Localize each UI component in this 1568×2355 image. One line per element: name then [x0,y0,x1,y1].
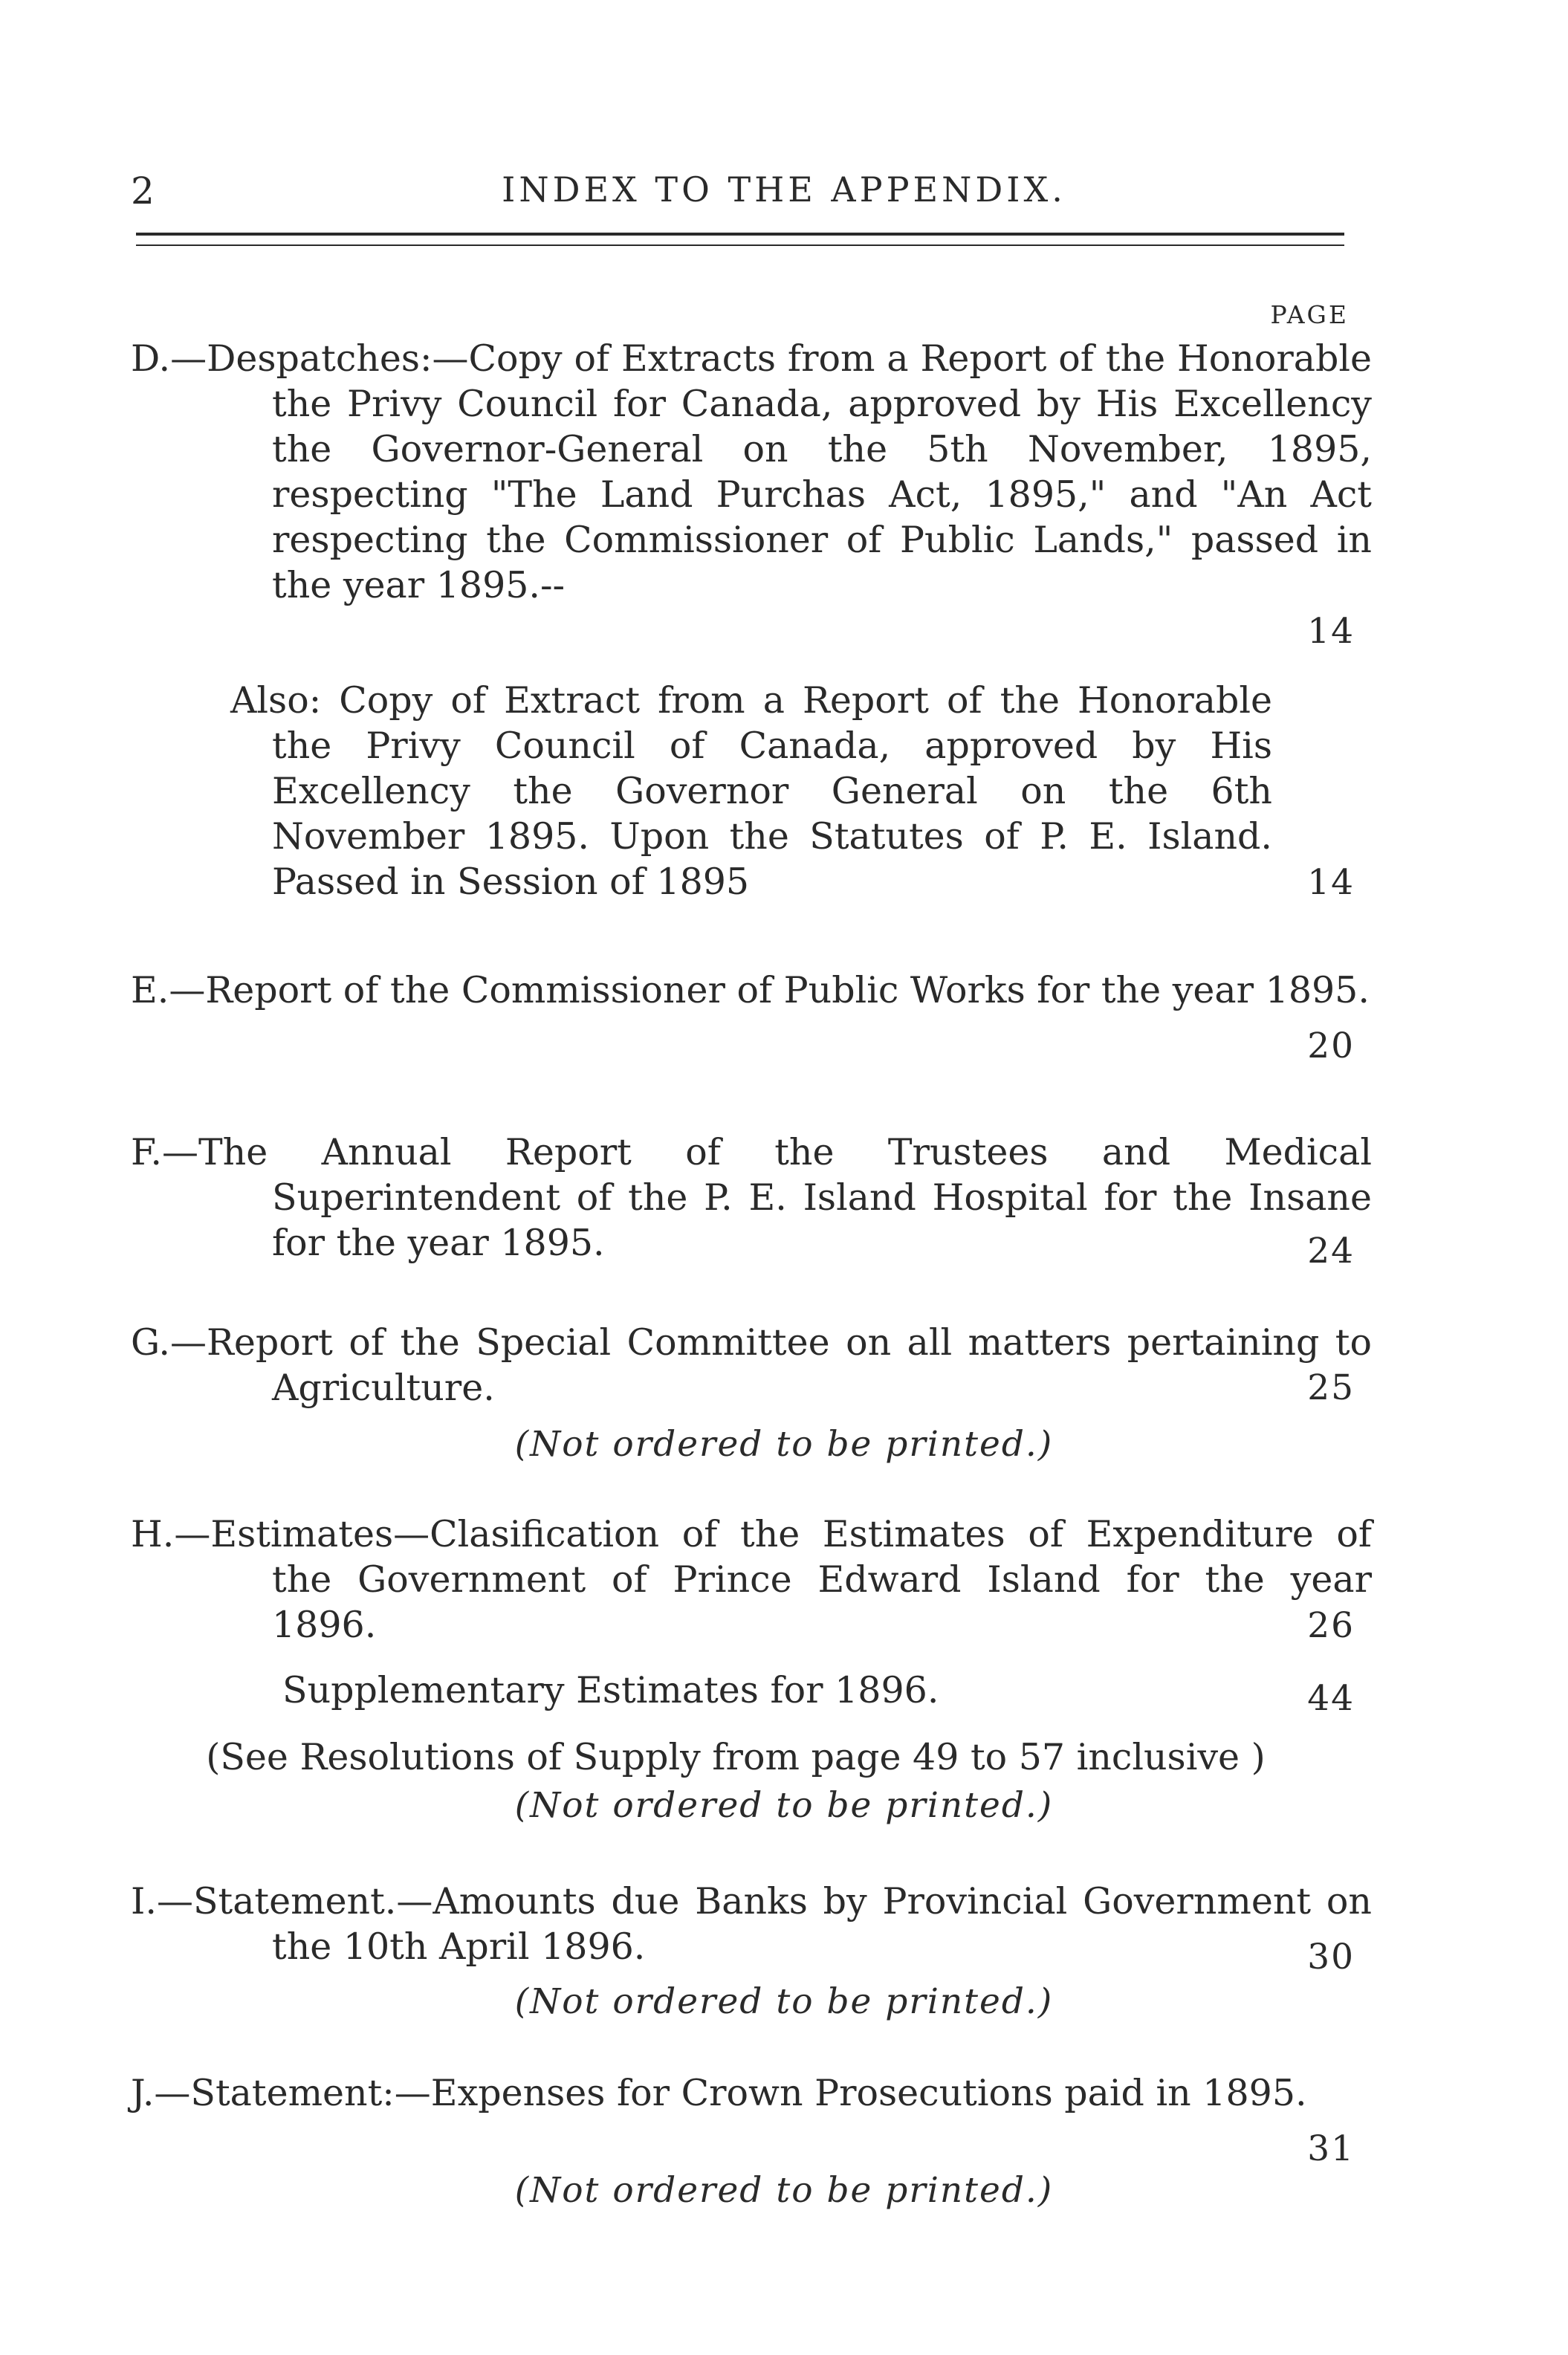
entry-page-number: 20 [1307,1026,1355,1066]
entry-letter: H. [131,1513,175,1555]
index-entry-h [131,1512,1372,1648]
entry-text: (See Resolutions of Supply from page 49 to 57 inclusive ) [206,1736,1266,1778]
entry-text: —The Annual Report of the Trustees and Medical Superintendent of the P. E. Island Hospital for the Insane for the year 1895. [161,1131,1372,1264]
entry-letter: I. [131,1880,157,1922]
not-printed-note: (Not ordered to be printed.) [514,1785,1054,1826]
not-printed-note: (Not ordered to be printed.) [514,1424,1054,1465]
entry-page-number: 14 [1307,611,1355,652]
entry-text: Also: Copy of Extract from a Report of the Honorable the Privy Council of Canada, approved by His Excellency the Governor General on the 6th November 1895. Upon the Statutes of P. E. Island. Passed in Session of 1895 [230,679,1272,903]
page-number: 2 [131,169,155,213]
entry-letter: G. [131,1321,170,1364]
entry-letter: D. [131,337,171,380]
entry-text: —Statement.—Amounts due Banks by Provincial Government on the 10th April 1896. [156,1880,1372,1968]
index-entry-e [131,968,1372,1013]
entry-text: —Report of the Special Committee on all matters pertaining to Agriculture. [169,1321,1372,1409]
entry-text: —Despatches:—Copy of Extracts from a Report of the Honorable the Privy Council for Canada, approved by His Excellency the Governor-General on the 5th November, 1895, respecting "The Land Purchas Act, 1895," and "An Act respecting the Commissioner of Public Lands," passed in the year 1895.-- [170,337,1372,606]
not-printed-note: (Not ordered to be printed.) [514,2170,1054,2211]
entry-text: —Statement:—Expenses for Crown Prosecutions paid in 1895. [154,2072,1307,2114]
entry-page-number: 31 [1307,2128,1355,2169]
entry-page-number: 26 [1307,1605,1355,1646]
entry-text: —Estimates—Clasification of the Estimates of Expenditure of the Government of Prince Edward Island for the year 1896. [174,1513,1372,1646]
index-entry-g [131,1320,1372,1410]
not-printed-note: (Not ordered to be printed.) [514,1981,1054,2022]
page-column-label: PAGE [1270,300,1349,329]
entry-page-number: 14 [1307,862,1355,903]
index-entry-f [131,1130,1372,1266]
header-rule-thin [136,244,1344,246]
entry-letter: F. [131,1131,162,1173]
page-title: INDEX TO THE APPENDIX. [502,169,1066,210]
index-entry-j [131,2070,1372,2116]
header-rule-thick [136,233,1344,236]
index-entry-d [131,336,1372,608]
entry-page-number: 25 [1307,1367,1355,1408]
index-entry-i [131,1879,1372,1969]
entry-page-number: 30 [1307,1937,1355,1977]
index-entry-h-supplementary [282,1668,1231,1713]
entry-text: —Report of the Commissioner of Public Works for the year 1895. [169,969,1370,1011]
entry-page-number: 44 [1307,1678,1355,1719]
entry-page-number: 24 [1307,1231,1355,1272]
index-entry-d-also [230,678,1272,904]
entry-letter: J. [131,2072,155,2114]
entry-text: Supplementary Estimates for 1896. [282,1669,939,1711]
see-resolutions-note [163,1734,1308,1780]
entry-letter: E. [131,969,169,1011]
